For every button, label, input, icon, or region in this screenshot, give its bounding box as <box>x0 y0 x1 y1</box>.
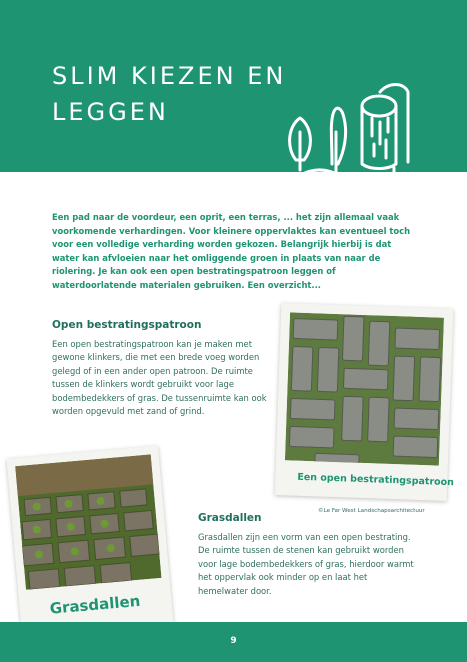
caption-grasdallen: Grasdallen <box>48 591 141 618</box>
intro-paragraph: Een pad naar de voordeur, een oprit, een terras, ... het zijn allemaal vaak voorkomende verhardingen. Voor kleinere oppervlaktes kan eventueel toch voor een volledige verharding worden gekozen. Belangrijk hierbij is dat water kan afvloeien naar het omliggende groen in plaats van naar de riolering. Je kan ook een open bestratingspatroon leggen of waterdoorlatende materialen gebruiken. Een overzicht... <box>52 212 411 290</box>
photo-credit: ©Le Far West Landschapsarchitectuur <box>318 508 425 514</box>
text-open-bestratingspatroon: Een open bestratingspatroon kan je maken met gewone klinkers, die met een brede voeg worden gelegd of in een ander open patroon. De ruimte tussen de klinkers wordt gebruikt voor lage bodembedekkers of gras. De tussenruimte kan ook worden opgevuld met zand of grind. <box>52 339 267 417</box>
heading-open-bestratingspatroon: Open bestratingspatroon <box>52 319 202 331</box>
page-number: 9 <box>230 636 237 646</box>
grasdallen-photo <box>15 454 161 589</box>
heading-grasdallen: Grasdallen <box>198 512 262 524</box>
photo-card-grasdallen <box>7 446 174 637</box>
footer-band <box>0 622 467 662</box>
trees-and-logs-icon <box>270 78 420 200</box>
text-grasdallen: Grasdallen zijn een vorm van een open bestrating. De ruimte tussen de stenen kan gebruikt worden voor lage bodembedekkers of gras, hierdoor warmt het oppervlak ook minder op en laat het hemelwater door. <box>198 532 414 596</box>
page-title: SLIM KIEZEN EN LEGGEN <box>52 62 287 126</box>
photo-card-open-pattern <box>275 303 454 501</box>
caption-open-bestratingspatroon: Een open bestratingspatroon <box>297 471 455 489</box>
paving-photo <box>285 312 444 465</box>
